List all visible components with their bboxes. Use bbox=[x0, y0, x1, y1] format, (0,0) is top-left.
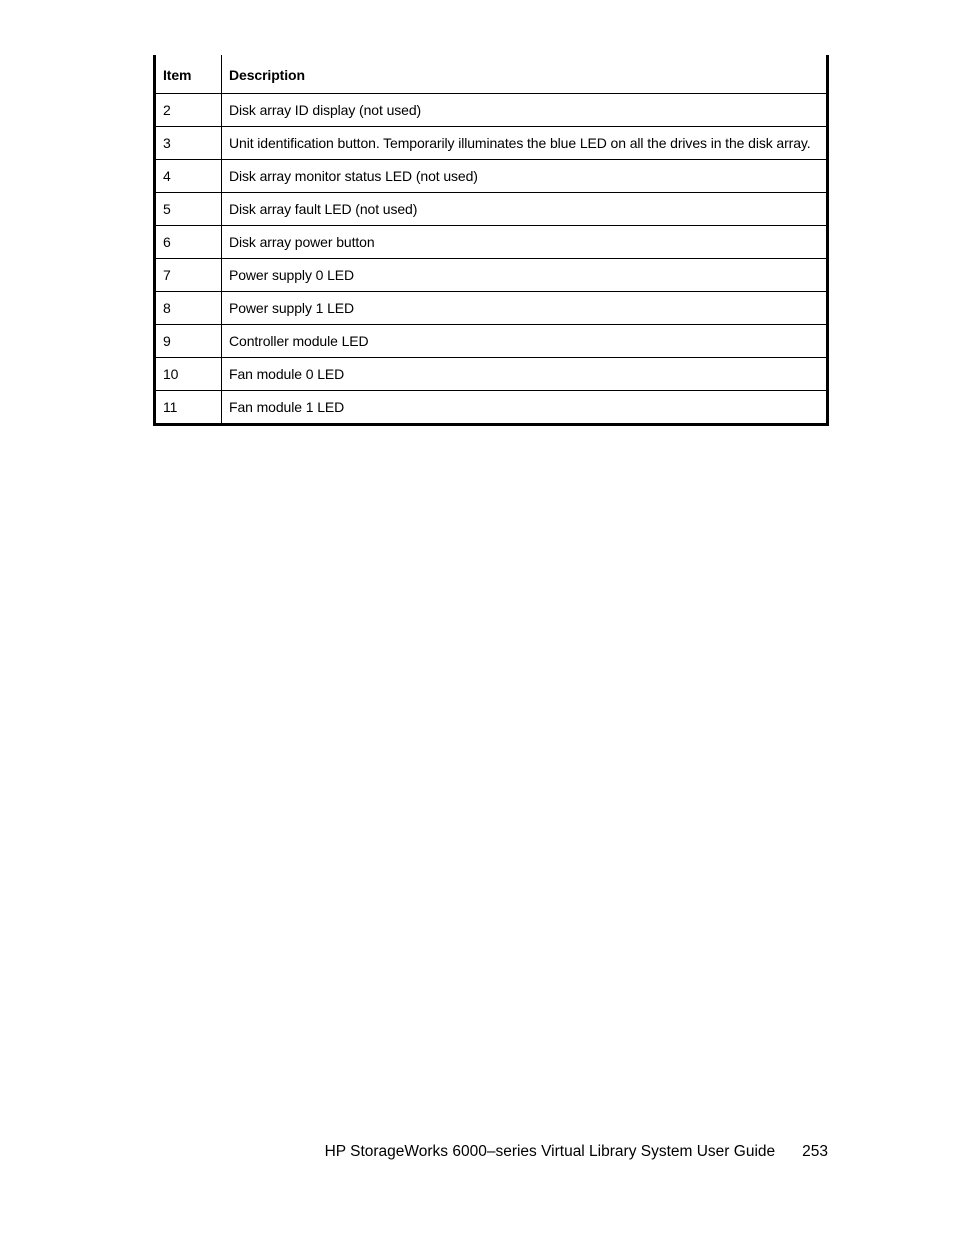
table-row bbox=[155, 259, 828, 292]
table-row bbox=[155, 292, 828, 325]
item-description: Unit identification button. Temporarily illuminates the blue LED on all the drives in the disk array. bbox=[222, 127, 828, 160]
column-header-item: Item bbox=[155, 55, 222, 94]
item-number: 9 bbox=[155, 325, 222, 358]
table-row bbox=[155, 193, 828, 226]
item-number: 11 bbox=[155, 391, 222, 425]
table-row bbox=[155, 325, 828, 358]
item-number: 10 bbox=[155, 358, 222, 391]
item-number: 6 bbox=[155, 226, 222, 259]
table-header-row bbox=[155, 55, 828, 94]
page-number: 253 bbox=[802, 1143, 828, 1160]
item-description: Disk array ID display (not used) bbox=[222, 94, 828, 127]
item-number: 4 bbox=[155, 160, 222, 193]
item-description: Disk array power button bbox=[222, 226, 828, 259]
item-description-table bbox=[153, 55, 829, 426]
table-row bbox=[155, 391, 828, 425]
item-number: 5 bbox=[155, 193, 222, 226]
item-description: Controller module LED bbox=[222, 325, 828, 358]
footer-document-title: HP StorageWorks 6000–series Virtual Library System User Guide bbox=[324, 1143, 776, 1160]
table-row bbox=[155, 127, 828, 160]
item-number: 2 bbox=[155, 94, 222, 127]
item-description: Power supply 1 LED bbox=[222, 292, 828, 325]
item-number: 7 bbox=[155, 259, 222, 292]
item-description: Power supply 0 LED bbox=[222, 259, 828, 292]
item-number: 3 bbox=[155, 127, 222, 160]
item-description: Fan module 0 LED bbox=[222, 358, 828, 391]
column-header-description: Description bbox=[222, 55, 828, 94]
table-row bbox=[155, 94, 828, 127]
table-row bbox=[155, 226, 828, 259]
page-footer bbox=[0, 1143, 828, 1161]
item-number: 8 bbox=[155, 292, 222, 325]
table-row bbox=[155, 358, 828, 391]
item-description: Disk array monitor status LED (not used) bbox=[222, 160, 828, 193]
item-description: Fan module 1 LED bbox=[229, 399, 345, 415]
item-description: Disk array fault LED (not used) bbox=[222, 193, 828, 226]
table-row bbox=[155, 160, 828, 193]
